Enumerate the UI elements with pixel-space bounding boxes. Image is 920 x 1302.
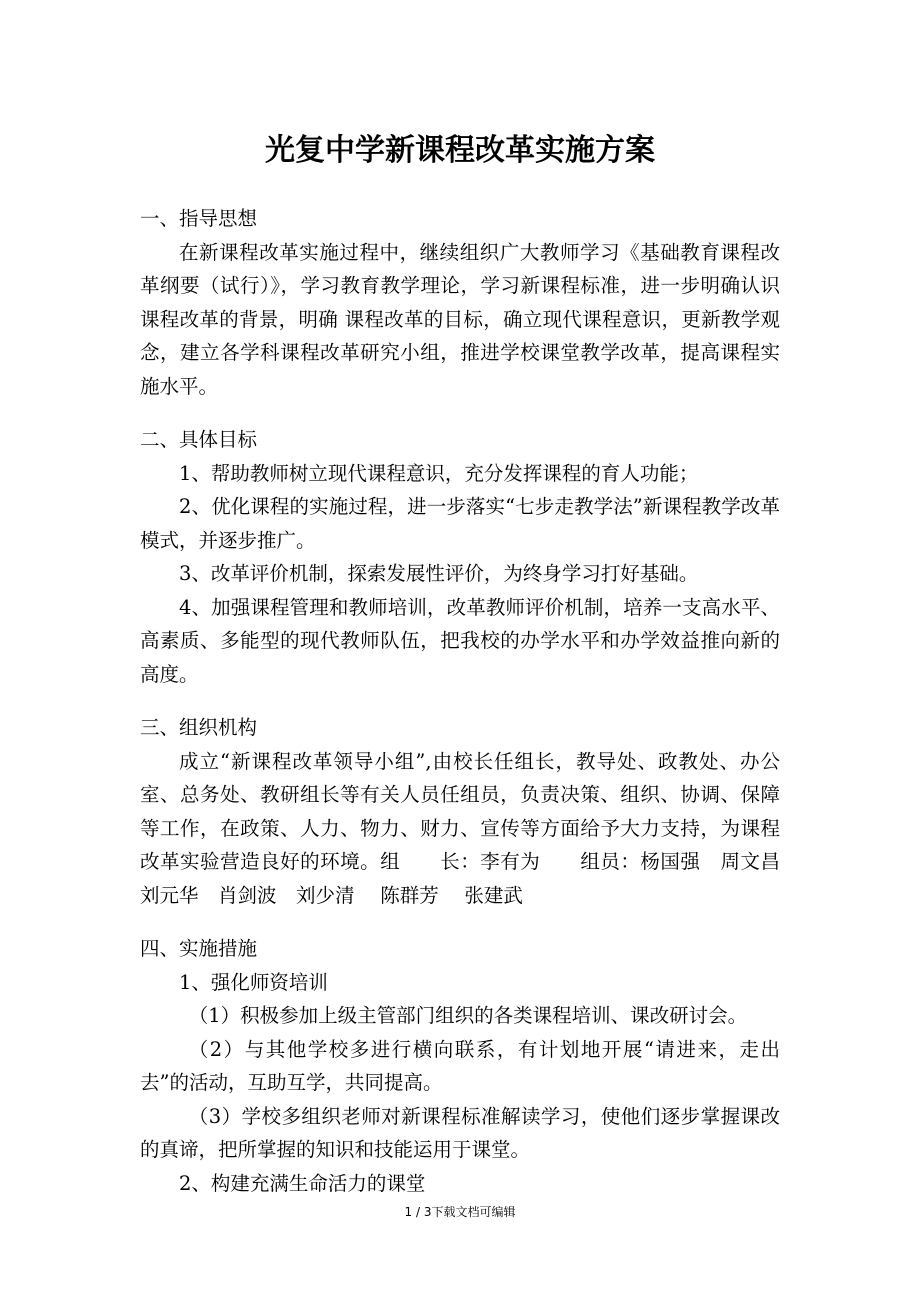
section-guiding-ideology	[140, 202, 780, 403]
section-organization	[140, 711, 800, 912]
section-heading: 四、实施措施	[140, 937, 258, 960]
section-gap	[140, 912, 780, 932]
paragraph: 2、构建充满生命活力的课堂	[179, 1171, 426, 1195]
paragraph: 1、帮助教师树立现代课程意识，充分发挥课程的育人功能；	[179, 461, 699, 485]
document-body	[140, 202, 800, 1200]
section-gap	[140, 691, 780, 711]
section-implementation	[140, 932, 780, 1200]
paragraph: （2）与其他学校多进行横向联系，有计划地开展“请进来，走出去”的活动，互助互学，共同提高。	[140, 1037, 780, 1094]
section-heading: 一、指导思想	[140, 207, 258, 230]
paragraph: 4、加强课程管理和教师培训，改革教师评价机制，培养一支高水平、高素质、多能型的现代教师队伍，把我校的办学水平和办学效益推向新的高度。	[140, 595, 780, 686]
document-title: 光复中学新课程改革实施方案	[265, 133, 655, 168]
paragraph: 在新课程改革实施过程中，继续组织广大教师学习《基础教育课程改革纲要（试行）》，学习教育教学理论，学习新课程标准，进一步明确认识课程改革的背景，明确 课程改革的目标，确立现代课程意识，更新教学观念，建立各学科课程改革研究小组，推进学校课堂教学改革，提高课程实施水平。	[140, 240, 780, 398]
section-gap	[140, 403, 780, 423]
paragraph: （3）学校多组织老师对新课程标准解读学习，使他们逐步掌握课改的真谛，把所掌握的知识和技能运用于课堂。	[140, 1104, 780, 1161]
paragraph: 3、改革评价机制，探索发展性评价，为终身学习打好基础。	[179, 562, 699, 585]
paragraph: 成立“新课程改革领导小组”,由校长任组长，教导处、政教处、办公室、总务处、教研组长等有关人员任组员，负责决策、组织、协调、保障等工作，在政策、人力、物力、财力、宣传等方面给予大力支持，为课程改革实验营造良好的环境。组 长：李有为 组员：杨国强 周文昌 刘元华 肖剑波 刘少清 陈群芳 张建武	[140, 749, 800, 907]
section-heading: 二、具体目标	[140, 428, 258, 451]
paragraph: 2、优化课程的实施过程，进一步落实“七步走教学法”新课程教学改革模式，并逐步推广。	[140, 495, 780, 552]
paragraph: 1、强化师资培训	[179, 970, 328, 994]
paragraph: （1）积极参加上级主管部门组织的各类课程培训、课改研讨会。	[188, 1004, 748, 1027]
section-heading: 三、组织机构	[140, 716, 258, 739]
page-footer: 1 / 3下载文档可编辑	[404, 1205, 516, 1219]
section-specific-goals	[140, 423, 780, 691]
